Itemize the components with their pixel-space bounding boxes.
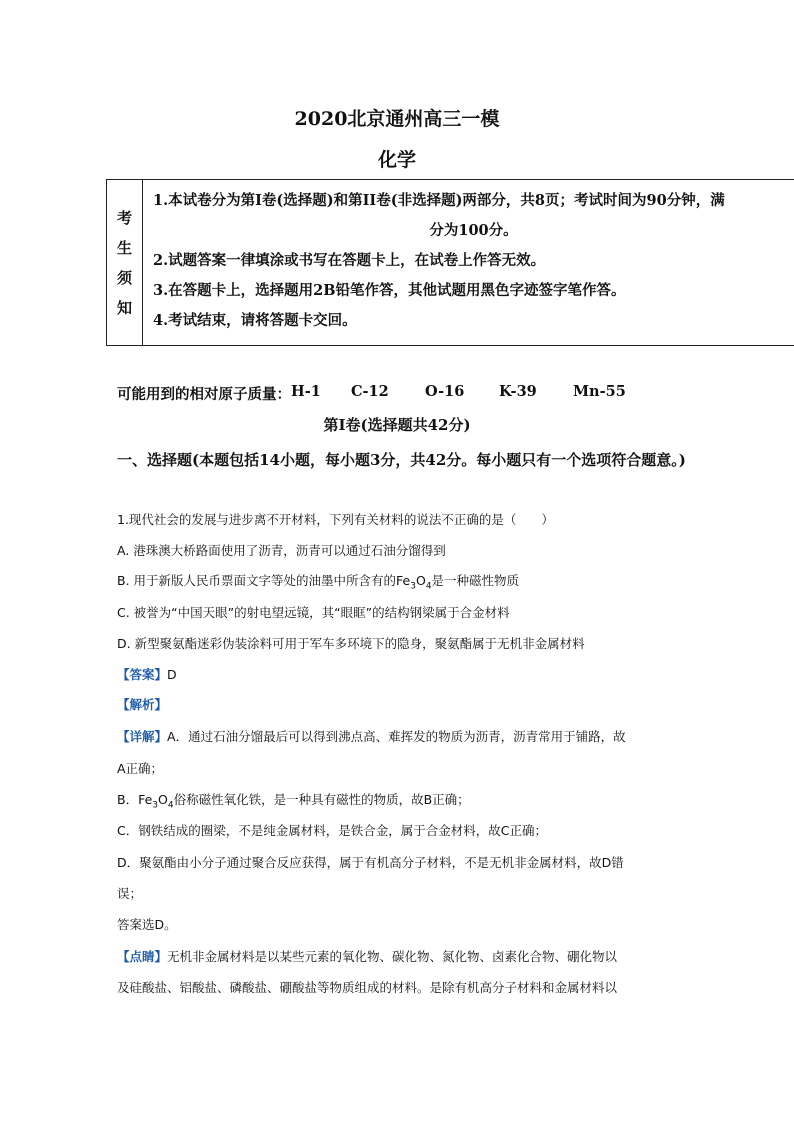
detail-a-text: A．通过石油分馏最后可以得到沸点高、难挥发的物质为沥青，沥青常用于铺路，故 <box>167 729 626 744</box>
page-title: 2020北京通州高三一模 <box>294 108 500 130</box>
subscript: 4 <box>167 800 174 811</box>
detail-d-line-2: 误； <box>117 886 143 901</box>
option-b-text: O <box>415 573 426 588</box>
answer-line <box>117 660 692 689</box>
subscript: 4 <box>425 581 432 592</box>
subscript: 3 <box>410 581 416 592</box>
notice-body <box>153 186 794 336</box>
notice-label-char: 生 <box>116 238 132 257</box>
question-1-stem: 1.现代社会的发展与进步离不开材料，下列有关材料的说法不正确的是（ ） <box>117 512 554 527</box>
subscript: 3 <box>152 800 159 811</box>
question-1-option-a: A. 港珠澳大桥路面使用了沥青，沥青可以通过石油分馏得到 <box>117 543 446 558</box>
analysis-line <box>117 690 692 719</box>
answer-value: D <box>167 667 177 682</box>
notice-line-3: 3.在答题卡上，选择题用2B铅笔作答，其他试题用黑色字迹签字笔作答。 <box>153 282 626 299</box>
conclusion-line: 答案选D。 <box>117 917 177 932</box>
point-line-2: 及硅酸盐、铝酸盐、磷酸盐、硼酸盐等物质组成的材料。是除有机高分子材料和金属材料以 <box>117 980 618 995</box>
notice-label-char: 知 <box>116 298 132 317</box>
notice-label-char: 须 <box>116 268 132 287</box>
part-1-title: 第I卷(选择题共42分) <box>323 416 471 434</box>
option-b-text: B. 用于新版人民币票面文字等处的油墨中所含有的Fe <box>117 573 411 588</box>
question-1-option-c: C. 被誉为“中国天眼”的射电望远镜，其“眼眶”的结构钢梁属于合金材料 <box>117 605 510 620</box>
atomic-mass-item: Mn-55 <box>573 383 626 400</box>
notice-line-1a: 1.本试卷分为第I卷(选择题)和第II卷(非选择题)两部分，共8页；考试时间为90分钟，满 <box>153 192 725 209</box>
subject-title: 化学 <box>377 149 416 171</box>
notice-line-1b: 分为100分。 <box>429 222 518 239</box>
option-b-text: 是一种磁性物质 <box>431 573 520 588</box>
detail-a-line-1 <box>117 722 692 751</box>
detail-d-line-1: D．聚氨酯由小分子通过聚合反应获得，属于有机高分子材料，不是无机非金属材料，故D错 <box>117 855 624 870</box>
atomic-masses-label: 可能用到的相对原子质量： <box>117 386 291 403</box>
exam-notice-box <box>106 179 794 346</box>
point-text: 无机非金属材料是以某些元素的氧化物、碳化物、氮化物、卤素化合物、硼化物以 <box>167 949 618 964</box>
notice-line-2: 2.试题答案一律填涂或书写在答题卡上，在试卷上作答无效。 <box>153 252 546 269</box>
atomic-mass-item: K-39 <box>499 383 537 400</box>
question-1-option-b <box>117 566 692 602</box>
detail-c-line: C．钢铁结成的圈梁，不是纯金属材料，是铁合金，属于合金材料，故C正确； <box>117 823 547 838</box>
atomic-mass-item: C-12 <box>351 383 389 400</box>
atomic-mass-item: O-16 <box>425 383 465 400</box>
detail-tag: 【详解】 <box>117 729 168 744</box>
analysis-tag: 【解析】 <box>117 697 168 712</box>
atomic-masses <box>117 383 626 404</box>
section-1-title: 一、选择题(本题包括14小题，每小题3分，共42分。每小题只有一个选项符合题意。) <box>117 451 686 469</box>
answer-tag: 【答案】 <box>117 667 168 682</box>
question-1-option-d: D. 新型聚氨酯迷彩伪装涂料可用于军车多环境下的隐身，聚氨酯属于无机非金属材料 <box>117 636 585 651</box>
detail-a-line-2: A正确； <box>117 761 164 776</box>
notice-label-char: 考 <box>116 208 132 227</box>
point-tag: 【点睛】 <box>117 949 168 964</box>
detail-b-text: 俗称磁性氧化铁，是一种具有磁性的物质，故B正确； <box>173 792 470 807</box>
atomic-mass-item: H-1 <box>291 383 321 400</box>
notice-label <box>107 180 143 345</box>
point-line-1 <box>117 942 692 971</box>
notice-line-4: 4.考试结束，请将答题卡交回。 <box>153 312 357 329</box>
detail-b-text: O <box>158 792 168 807</box>
detail-b-text: B．Fe <box>117 792 153 807</box>
